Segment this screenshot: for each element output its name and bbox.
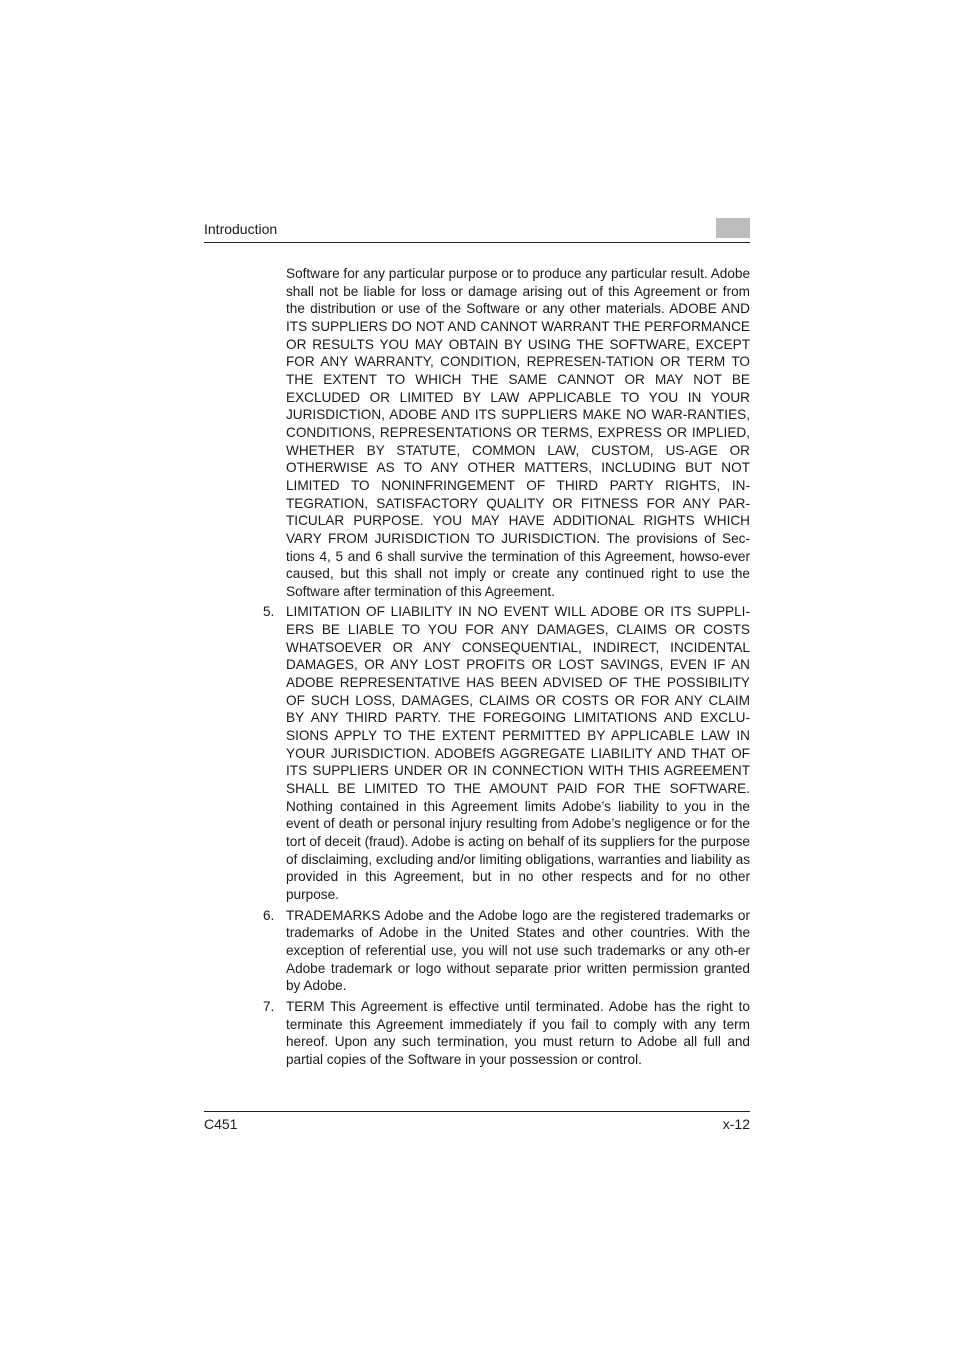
list-item-text: TRADEMARKS Adobe and the Adobe logo are the registered trademarks or trademarks of Adobe in the United States and other countries. With the exception of referential use, you will not use such trademarks or any oth-er Adobe trademark or logo without separate prior written permission granted by Adobe. [286, 907, 750, 994]
list-item-6 [204, 907, 750, 995]
list-item-5 [204, 603, 750, 903]
list-item-number: 7. [263, 998, 275, 1014]
page-header [204, 216, 750, 243]
intro-paragraph: Software for any particular purpose or to produce any particular result. Adobe shall not be liable for loss or damage arising out of this Agreement or from the distribution or use of the Software or any other materials. ADOBE AND ITS SUPPLIERS DO NOT AND CANNOT WARRANT THE PERFORMANCE OR RESULTS YOU MAY OBTAIN BY USING THE SOFTWARE, EXCEPT FOR ANY WARRANTY, CONDITION, REPRESEN-TATION OR TERM TO THE EXTENT TO WHICH THE SAME CANNOT OR MAY NOT BE EXCLUDED OR LIMITED BY LAW APPLICABLE TO YOU IN YOUR JURISDICTION, ADOBE AND ITS SUPPLIERS MAKE NO WAR-RANTIES, CONDITIONS, REPRESENTATIONS OR TERMS, EXPRESS OR IMPLIED, WHETHER BY STATUTE, COMMON LAW, CUSTOM, US-AGE OR OTHERWISE AS TO ANY OTHER MATTERS, INCLUDING BUT NOT LIMITED TO NONINFRINGEMENT OF THIRD PARTY RIGHTS, IN-TEGRATION, SATISFACTORY QUALITY OR FITNESS FOR ANY PAR-TICULAR PURPOSE. YOU MAY HAVE ADDITIONAL RIGHTS WHICH VARY FROM JURISDICTION TO JURISDICTION. The provisions of Sec-tions 4, 5 and 6 shall survive the termination of this Agreement, howso-ever caused, but this shall not imply or create any continued right to use the Software after termination of this Agreement. [286, 266, 750, 599]
page-number: x-12 [722, 1116, 750, 1132]
section-title: Introduction [204, 221, 278, 237]
list-item-number: 6. [263, 907, 275, 923]
list-item-number: 5. [263, 604, 275, 620]
page-footer [204, 1111, 750, 1136]
model-name: C451 [204, 1116, 238, 1132]
list-item-text: TERM This Agreement is effective until terminated. Adobe has the right to terminate this Agreement immediately if you fail to comply with any term hereof. Upon any such termination, you must return to Adobe all full and partial copies of the Software in your possession or control. [286, 998, 750, 1067]
section-tab-marker [716, 218, 750, 238]
list-item-text: LIMITATION OF LIABILITY IN NO EVENT WILL ADOBE OR ITS SUPPLI-ERS BE LIABLE TO YOU FOR ANY DAMAGES, CLAIMS OR COSTS WHATSOEVER OR ANY CONSEQUENTIAL, INDIRECT, INCIDENTAL DAMAGES, OR ANY LOST PROFITS OR LOST SAVINGS, EVEN IF AN ADOBE REPRESENTATIVE HAS BEEN ADVISED OF THE POSSIBILITY OF SUCH LOSS, DAMAGES, CLAIMS OR COSTS OR FOR ANY CLAIM BY ANY THIRD PARTY. THE FOREGOING LIMITATIONS AND EXCLU-SIONS APPLY TO THE EXTENT PERMITTED BY APPLICABLE LAW IN YOUR JURISDICTION. ADOBEfS AGGREGATE LIABILITY AND THAT OF ITS SUPPLIERS UNDER OR IN CONNECTION WITH THIS AGREEMENT SHALL BE LIMITED TO THE AMOUNT PAID FOR THE SOFTWARE. Nothing contained in this Agreement limits Adobe’s liability to you in the event of death or personal injury resulting from Adobe’s negligence or for the tort of deceit (fraud). Adobe is acting on behalf of its suppliers for the purpose of disclaiming, excluding and/or limiting obligations, warranties and liability as provided in this Agreement, but in no other respects and for no other purpose. [286, 604, 750, 902]
list-item-7 [204, 998, 750, 1069]
page-content [204, 265, 750, 1072]
